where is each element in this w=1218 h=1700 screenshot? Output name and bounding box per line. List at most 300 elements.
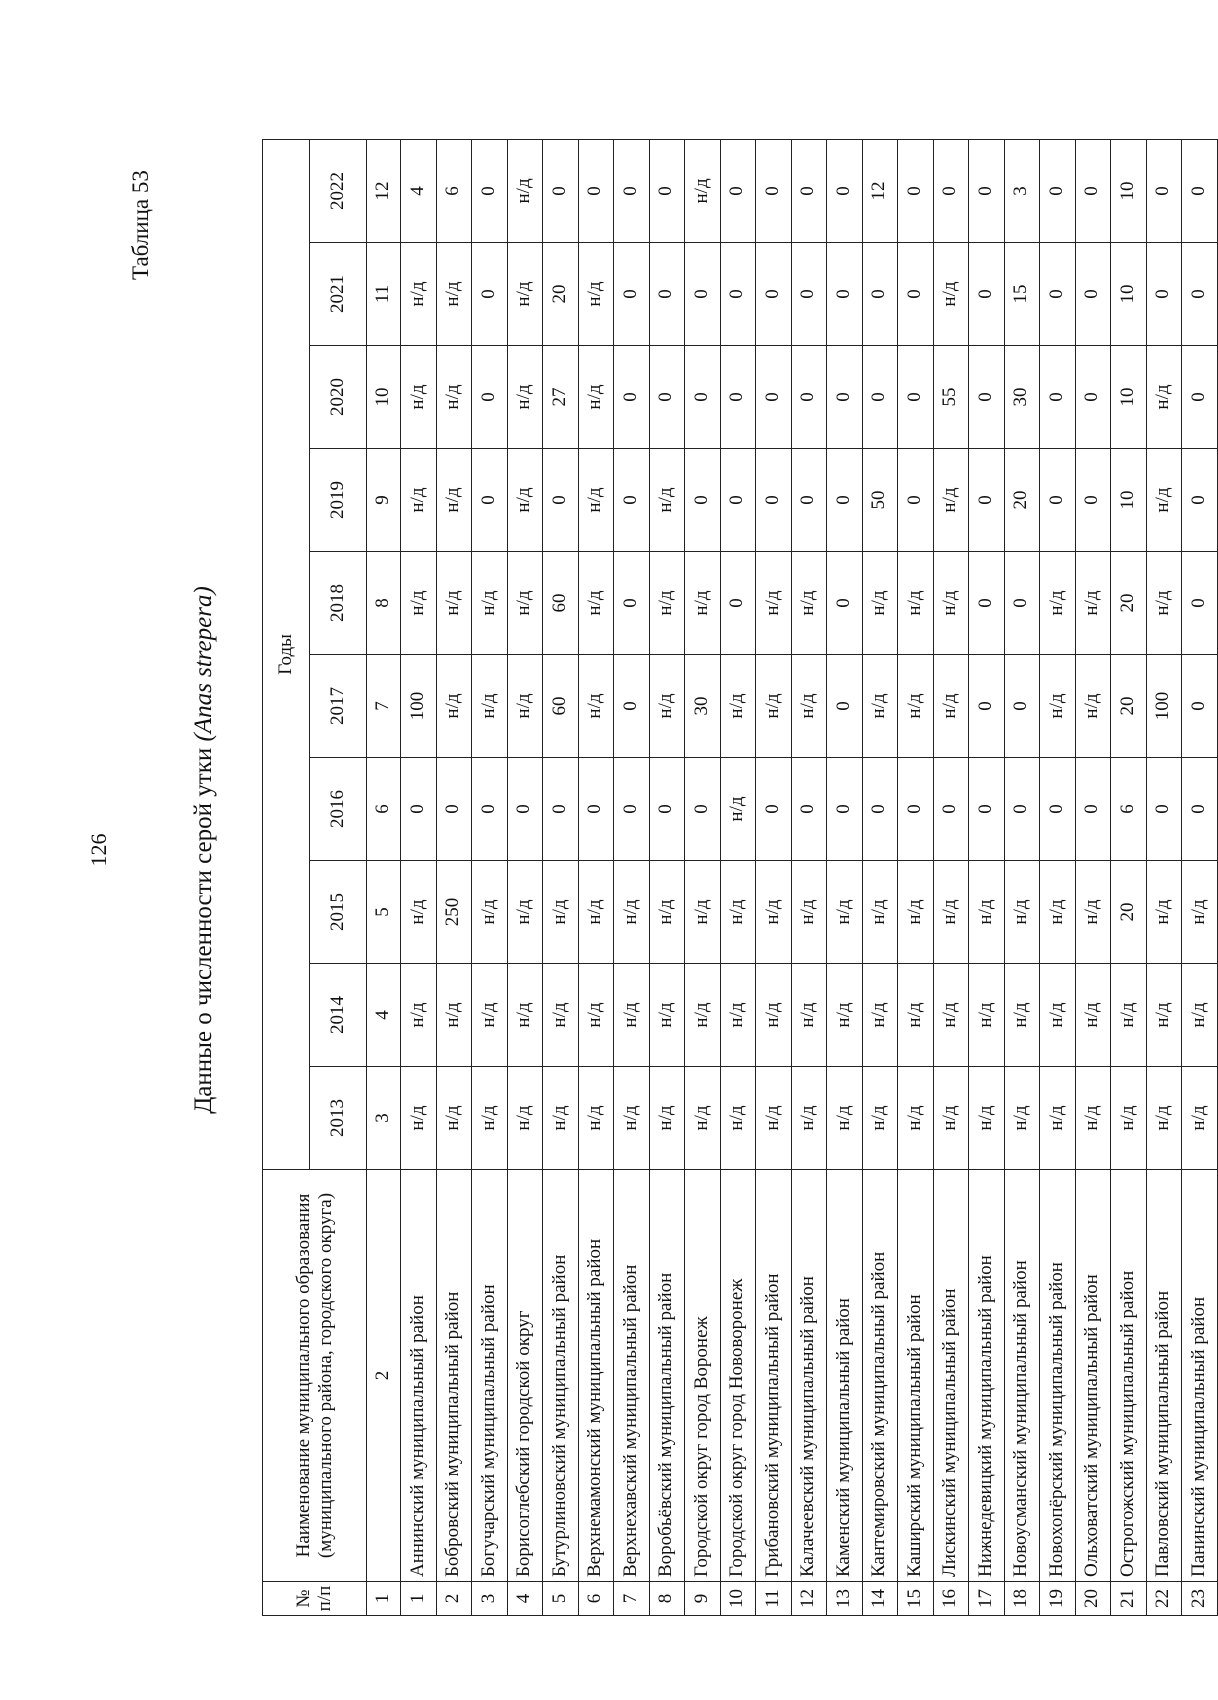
row-value: 0 — [969, 346, 1005, 449]
index-cell: 2 — [367, 1170, 401, 1582]
row-number: 1 — [401, 1582, 437, 1616]
row-municipality-name: Кантемировский муниципальный район — [862, 1170, 898, 1582]
row-number: 4 — [507, 1582, 543, 1616]
row-value: 50 — [862, 449, 898, 552]
row-value: 0 — [1182, 758, 1218, 861]
row-value: н/д — [685, 861, 721, 964]
row-value: н/д — [436, 346, 472, 449]
row-value: н/д — [1146, 861, 1182, 964]
row-value: 27 — [543, 346, 579, 449]
row-value: н/д — [1004, 964, 1040, 1067]
row-value: н/д — [1146, 1067, 1182, 1170]
row-value: 20 — [543, 243, 579, 346]
table-row — [507, 139, 543, 1615]
row-value: н/д — [685, 964, 721, 1067]
row-number: 5 — [543, 1582, 579, 1616]
row-value: 0 — [1040, 139, 1076, 242]
row-municipality-name: Городской округ город Воронеж — [685, 1170, 721, 1582]
table-row — [720, 139, 756, 1615]
row-value: н/д — [933, 552, 969, 655]
row-number: 12 — [791, 1582, 827, 1616]
row-municipality-name: Каменский муниципальный район — [827, 1170, 863, 1582]
row-value: 0 — [1182, 552, 1218, 655]
row-value: н/д — [933, 655, 969, 758]
row-number: 9 — [685, 1582, 721, 1616]
row-value: 0 — [791, 758, 827, 861]
row-value: н/д — [578, 449, 614, 552]
row-value: 0 — [969, 449, 1005, 552]
row-value: н/д — [720, 655, 756, 758]
row-value: н/д — [969, 964, 1005, 1067]
table-row — [401, 139, 437, 1615]
row-value: н/д — [507, 861, 543, 964]
row-value: н/д — [862, 964, 898, 1067]
table-body — [367, 139, 1218, 1615]
table-caption — [190, 0, 218, 1700]
index-cell: 1 — [367, 1582, 401, 1616]
row-value: 0 — [862, 758, 898, 861]
row-value: 0 — [756, 139, 792, 242]
row-value: н/д — [1111, 1067, 1147, 1170]
row-value: 20 — [1111, 861, 1147, 964]
row-value: н/д — [862, 655, 898, 758]
table-row — [543, 139, 579, 1615]
row-value: н/д — [1075, 1067, 1111, 1170]
row-value: н/д — [969, 1067, 1005, 1170]
row-value: 0 — [472, 243, 508, 346]
row-value: 0 — [791, 346, 827, 449]
row-value: н/д — [401, 449, 437, 552]
row-value: н/д — [862, 552, 898, 655]
row-value: н/д — [898, 861, 934, 964]
row-value: н/д — [791, 655, 827, 758]
row-value: н/д — [614, 1067, 650, 1170]
row-number: 8 — [649, 1582, 685, 1616]
header-years-group: Годы — [263, 139, 310, 1169]
row-value: н/д — [1182, 964, 1218, 1067]
row-value: 0 — [862, 243, 898, 346]
row-value: н/д — [756, 861, 792, 964]
row-value: 0 — [827, 655, 863, 758]
row-value: 0 — [1182, 139, 1218, 242]
row-value: 0 — [898, 346, 934, 449]
row-value: 0 — [1040, 758, 1076, 861]
row-value: н/д — [898, 655, 934, 758]
row-value: 0 — [898, 139, 934, 242]
row-value: н/д — [578, 655, 614, 758]
row-value: н/д — [436, 655, 472, 758]
header-year: 2017 — [310, 655, 367, 758]
row-value: н/д — [649, 964, 685, 1067]
row-value: н/д — [1146, 449, 1182, 552]
row-value: 0 — [756, 346, 792, 449]
table-row — [614, 139, 650, 1615]
row-value: 3 — [1004, 139, 1040, 242]
index-cell: 5 — [367, 861, 401, 964]
row-value: 0 — [1004, 552, 1040, 655]
row-value: н/д — [1004, 1067, 1040, 1170]
row-value: 10 — [1111, 243, 1147, 346]
row-value: н/д — [898, 964, 934, 1067]
row-value: 0 — [401, 758, 437, 861]
row-value: 0 — [969, 758, 1005, 861]
row-municipality-name: Богучарский муниципальный район — [472, 1170, 508, 1582]
row-value: н/д — [578, 243, 614, 346]
row-value: 0 — [1004, 758, 1040, 861]
table-row — [791, 139, 827, 1615]
caption-species-latin: (Anas strepera) — [190, 586, 217, 742]
row-municipality-name: Воробьёвский муниципальный район — [649, 1170, 685, 1582]
row-value: н/д — [720, 758, 756, 861]
row-value: 0 — [614, 655, 650, 758]
row-number: 23 — [1182, 1582, 1218, 1616]
row-value: н/д — [578, 346, 614, 449]
row-value: 15 — [1004, 243, 1040, 346]
row-value: н/д — [1182, 861, 1218, 964]
row-value: н/д — [720, 964, 756, 1067]
row-number: 10 — [720, 1582, 756, 1616]
row-value: 0 — [827, 449, 863, 552]
row-municipality-name: Новоусманский муниципальный район — [1004, 1170, 1040, 1582]
row-number: 16 — [933, 1582, 969, 1616]
row-value: 0 — [1075, 346, 1111, 449]
table-header-row — [263, 139, 310, 1615]
row-value: 0 — [756, 449, 792, 552]
row-number: 3 — [472, 1582, 508, 1616]
row-value: 6 — [436, 139, 472, 242]
row-value: 0 — [898, 758, 934, 861]
row-number: 2 — [436, 1582, 472, 1616]
row-value: н/д — [401, 346, 437, 449]
row-value: 0 — [898, 449, 934, 552]
row-value: 0 — [1075, 758, 1111, 861]
row-value: н/д — [933, 1067, 969, 1170]
row-value: н/д — [791, 964, 827, 1067]
row-value: н/д — [1075, 552, 1111, 655]
table-index-row — [367, 139, 401, 1615]
row-value: 0 — [685, 243, 721, 346]
table-row — [1004, 139, 1040, 1615]
row-value: 0 — [827, 243, 863, 346]
row-value: 0 — [791, 449, 827, 552]
row-value: н/д — [862, 861, 898, 964]
row-value: н/д — [401, 861, 437, 964]
row-value: н/д — [543, 1067, 579, 1170]
row-value: 0 — [1182, 243, 1218, 346]
row-value: 0 — [827, 346, 863, 449]
row-value: 0 — [649, 243, 685, 346]
page-number: 126 — [86, 833, 111, 867]
row-value: 0 — [543, 758, 579, 861]
index-cell: 9 — [367, 449, 401, 552]
row-value: н/д — [436, 449, 472, 552]
table-row — [862, 139, 898, 1615]
row-value: н/д — [1075, 964, 1111, 1067]
row-value: 0 — [436, 758, 472, 861]
row-value: н/д — [933, 861, 969, 964]
table-row — [1146, 139, 1182, 1615]
index-cell: 6 — [367, 758, 401, 861]
row-value: н/д — [472, 655, 508, 758]
row-value: 0 — [720, 243, 756, 346]
table-row — [969, 139, 1005, 1615]
row-value: 0 — [578, 139, 614, 242]
row-value: н/д — [649, 1067, 685, 1170]
row-value: н/д — [933, 449, 969, 552]
row-value: 10 — [1111, 139, 1147, 242]
header-year: 2020 — [310, 346, 367, 449]
row-value: н/д — [1040, 1067, 1076, 1170]
row-number: 6 — [578, 1582, 614, 1616]
row-value: н/д — [507, 449, 543, 552]
row-value: 10 — [1111, 449, 1147, 552]
row-value: 0 — [507, 758, 543, 861]
index-cell: 12 — [367, 139, 401, 242]
row-value: 0 — [1040, 243, 1076, 346]
index-cell: 10 — [367, 346, 401, 449]
row-value: н/д — [898, 1067, 934, 1170]
row-number: 13 — [827, 1582, 863, 1616]
table-row — [1075, 139, 1111, 1615]
row-municipality-name: Бутурлиновский муниципальный район — [543, 1170, 579, 1582]
row-municipality-name: Аннинский муниципальный район — [401, 1170, 437, 1582]
row-value: н/д — [1111, 964, 1147, 1067]
row-value: 0 — [791, 139, 827, 242]
row-value: 0 — [649, 758, 685, 861]
row-value: н/д — [649, 861, 685, 964]
row-municipality-name: Городской округ город Нововоронеж — [720, 1170, 756, 1582]
row-value: 0 — [1040, 346, 1076, 449]
row-value: 0 — [969, 552, 1005, 655]
row-value: 0 — [933, 139, 969, 242]
row-value: н/д — [720, 861, 756, 964]
row-value: 0 — [649, 346, 685, 449]
row-value: н/д — [827, 861, 863, 964]
row-value: н/д — [933, 243, 969, 346]
row-value: 12 — [862, 139, 898, 242]
row-value: 0 — [1146, 758, 1182, 861]
table-row — [933, 139, 969, 1615]
header-year: 2013 — [310, 1067, 367, 1170]
row-value: н/д — [685, 552, 721, 655]
row-value: н/д — [578, 964, 614, 1067]
header-year: 2015 — [310, 861, 367, 964]
row-value: 0 — [862, 346, 898, 449]
row-value: н/д — [791, 552, 827, 655]
row-value: н/д — [1004, 861, 1040, 964]
row-value: н/д — [507, 243, 543, 346]
header-year: 2021 — [310, 243, 367, 346]
row-municipality-name: Панинский муниципальный район — [1182, 1170, 1218, 1582]
row-value: 0 — [685, 346, 721, 449]
row-value: 55 — [933, 346, 969, 449]
row-value: 0 — [898, 243, 934, 346]
row-number: 7 — [614, 1582, 650, 1616]
row-municipality-name: Нижнедевицкий муниципальный район — [969, 1170, 1005, 1582]
row-municipality-name: Верхнехавский муниципальный район — [614, 1170, 650, 1582]
row-number: 18 — [1004, 1582, 1040, 1616]
row-value: н/д — [862, 1067, 898, 1170]
row-value: н/д — [649, 655, 685, 758]
table-row — [649, 139, 685, 1615]
row-value: 0 — [614, 243, 650, 346]
row-value: 0 — [1182, 449, 1218, 552]
row-value: н/д — [401, 964, 437, 1067]
table-label: Таблица 53 — [128, 170, 153, 280]
row-value: 30 — [685, 655, 721, 758]
row-value: 20 — [1111, 655, 1147, 758]
row-value: н/д — [472, 861, 508, 964]
index-cell: 4 — [367, 964, 401, 1067]
row-value: 0 — [543, 139, 579, 242]
row-value: н/д — [507, 964, 543, 1067]
row-value: н/д — [543, 964, 579, 1067]
row-value: н/д — [756, 552, 792, 655]
row-value: 0 — [614, 449, 650, 552]
row-value: н/д — [649, 449, 685, 552]
row-value: 0 — [720, 552, 756, 655]
row-value: 0 — [1075, 139, 1111, 242]
header-year: 2014 — [310, 964, 367, 1067]
row-municipality-name: Калачеевский муниципальный район — [791, 1170, 827, 1582]
row-value: н/д — [472, 1067, 508, 1170]
row-value: н/д — [578, 861, 614, 964]
row-value: 0 — [756, 758, 792, 861]
row-value: н/д — [578, 552, 614, 655]
row-value: 0 — [614, 346, 650, 449]
header-year: 2018 — [310, 552, 367, 655]
row-municipality-name: Павловский муниципальный район — [1146, 1170, 1182, 1582]
row-value: н/д — [685, 1067, 721, 1170]
table-row — [756, 139, 792, 1615]
row-number: 20 — [1075, 1582, 1111, 1616]
row-municipality-name: Новохопёрский муниципальный район — [1040, 1170, 1076, 1582]
row-value: 0 — [1004, 655, 1040, 758]
row-value: 0 — [1146, 243, 1182, 346]
row-value: н/д — [1146, 552, 1182, 655]
row-value: 0 — [685, 449, 721, 552]
row-value: 0 — [1075, 243, 1111, 346]
row-value: 60 — [543, 552, 579, 655]
row-municipality-name: Каширский муниципальный район — [898, 1170, 934, 1582]
row-value: 0 — [933, 758, 969, 861]
row-value: 0 — [1182, 346, 1218, 449]
row-value: 0 — [720, 139, 756, 242]
header-year: 2019 — [310, 449, 367, 552]
row-municipality-name: Верхнемамонский муниципальный район — [578, 1170, 614, 1582]
row-number: 15 — [898, 1582, 934, 1616]
row-value: 0 — [827, 139, 863, 242]
row-value: н/д — [1075, 655, 1111, 758]
row-value: 0 — [472, 346, 508, 449]
population-table — [262, 139, 1218, 1616]
row-value: 6 — [1111, 758, 1147, 861]
row-value: н/д — [791, 861, 827, 964]
row-value: н/д — [436, 964, 472, 1067]
row-value: 30 — [1004, 346, 1040, 449]
row-value: н/д — [614, 964, 650, 1067]
row-value: 0 — [827, 552, 863, 655]
row-value: н/д — [507, 655, 543, 758]
row-value: н/д — [649, 552, 685, 655]
row-value: н/д — [756, 655, 792, 758]
table-row — [472, 139, 508, 1615]
row-value: н/д — [756, 1067, 792, 1170]
row-value: н/д — [401, 1067, 437, 1170]
row-value: н/д — [1040, 655, 1076, 758]
row-value: 0 — [1040, 449, 1076, 552]
table-row — [1182, 139, 1218, 1615]
row-value: 20 — [1111, 552, 1147, 655]
index-cell: 8 — [367, 552, 401, 655]
row-value: 0 — [614, 758, 650, 861]
row-value: 0 — [472, 758, 508, 861]
table-row — [685, 139, 721, 1615]
row-value: 250 — [436, 861, 472, 964]
row-value: н/д — [507, 552, 543, 655]
row-value: 0 — [720, 449, 756, 552]
row-municipality-name: Грибановский муниципальный район — [756, 1170, 792, 1582]
row-value: 0 — [543, 449, 579, 552]
row-value: 0 — [649, 139, 685, 242]
row-municipality-name: Острогожский муниципальный район — [1111, 1170, 1147, 1582]
row-value: 100 — [1146, 655, 1182, 758]
index-cell: 3 — [367, 1067, 401, 1170]
row-value: н/д — [614, 861, 650, 964]
row-number: 14 — [862, 1582, 898, 1616]
row-value: 100 — [401, 655, 437, 758]
row-value: н/д — [827, 1067, 863, 1170]
row-number: 17 — [969, 1582, 1005, 1616]
table-row — [436, 139, 472, 1615]
table-row — [578, 139, 614, 1615]
row-municipality-name: Бобровский муниципальный район — [436, 1170, 472, 1582]
row-value: 4 — [401, 139, 437, 242]
row-value: н/д — [1040, 861, 1076, 964]
row-value: н/д — [436, 243, 472, 346]
row-value: н/д — [507, 1067, 543, 1170]
row-value: н/д — [1075, 861, 1111, 964]
row-municipality-name: Борисоглебский городской округ — [507, 1170, 543, 1582]
row-value: 0 — [969, 243, 1005, 346]
header-year: 2022 — [310, 139, 367, 242]
row-value: н/д — [898, 552, 934, 655]
row-value: 0 — [614, 139, 650, 242]
row-value: н/д — [401, 552, 437, 655]
row-value: 0 — [1146, 139, 1182, 242]
index-cell: 11 — [367, 243, 401, 346]
row-value: 0 — [1182, 655, 1218, 758]
row-value: н/д — [472, 964, 508, 1067]
row-value: 0 — [578, 758, 614, 861]
row-value: 0 — [969, 655, 1005, 758]
row-number: 22 — [1146, 1582, 1182, 1616]
row-value: 0 — [1075, 449, 1111, 552]
row-value: н/д — [401, 243, 437, 346]
row-value: 0 — [472, 139, 508, 242]
row-value: н/д — [791, 1067, 827, 1170]
table-row — [827, 139, 863, 1615]
table-row — [898, 139, 934, 1615]
row-value: н/д — [1146, 964, 1182, 1067]
row-value: н/д — [720, 1067, 756, 1170]
table-row — [1111, 139, 1147, 1615]
row-value: 0 — [827, 758, 863, 861]
row-value: 0 — [720, 346, 756, 449]
row-value: н/д — [507, 346, 543, 449]
row-value: н/д — [827, 964, 863, 1067]
row-value: н/д — [756, 964, 792, 1067]
